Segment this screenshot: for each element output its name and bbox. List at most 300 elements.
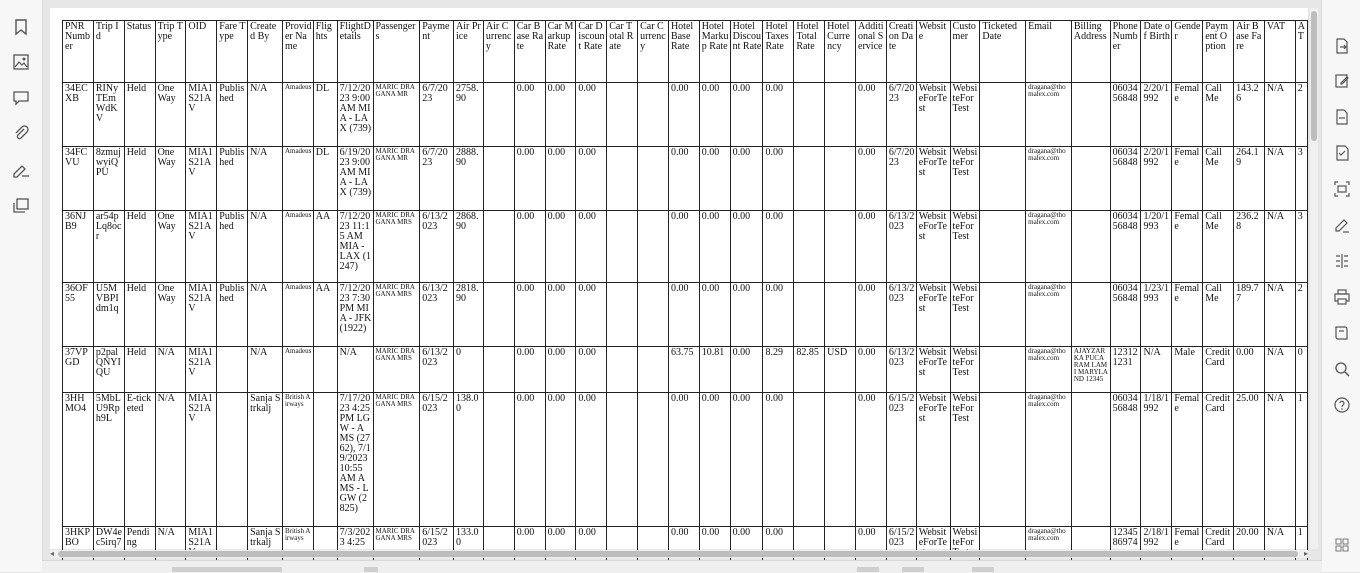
- table-cell: AA: [313, 211, 337, 283]
- table-cell: [483, 393, 514, 527]
- table-row: [63, 393, 1308, 527]
- table-cell: 1: [1295, 527, 1307, 567]
- table-cell: [794, 211, 825, 283]
- table-cell: dragana@thomalex.com: [1026, 147, 1072, 211]
- column-header: Hotel Taxes Rate: [763, 21, 794, 83]
- table-cell: 8.29: [763, 347, 794, 393]
- table-cell: 0.00: [730, 527, 763, 567]
- table-cell: [217, 393, 248, 527]
- table-cell: [638, 347, 669, 393]
- table-cell: 0.00: [763, 83, 794, 147]
- table-cell: 2868.90: [454, 211, 484, 283]
- table-cell: U5MVBPIdm1q: [93, 283, 124, 347]
- table-cell: RINyTEmWdKV: [93, 83, 124, 147]
- table-cell: 0.00: [856, 347, 887, 393]
- table-cell: N/A: [155, 527, 186, 567]
- column-header: OID: [186, 21, 217, 83]
- signature-icon[interactable]: [11, 160, 31, 180]
- bookmark-icon[interactable]: [11, 17, 31, 37]
- table-cell: 5MbLU9Rph9L: [93, 393, 124, 527]
- table-cell: Held: [124, 211, 155, 283]
- table-cell: Sanja Strkalj: [248, 393, 283, 527]
- table-cell: Held: [124, 83, 155, 147]
- print-icon[interactable]: [1332, 287, 1352, 307]
- table-cell: 1234586974: [1110, 527, 1141, 567]
- table-cell: 6/7/2023: [420, 83, 454, 147]
- table-cell: Held: [124, 147, 155, 211]
- table-cell: [825, 283, 856, 347]
- table-cell: 0.00: [699, 83, 730, 147]
- table-cell: 1/20/1993: [1141, 211, 1172, 283]
- table-cell: 0.00: [668, 283, 699, 347]
- table-cell: 0.00: [514, 393, 545, 527]
- table-cell: dragana@thomalex.com: [1026, 211, 1072, 283]
- table-cell: p2palQNYIQU: [93, 347, 124, 393]
- table-cell: MARIC DRAGANA MRS: [373, 211, 420, 283]
- table-cell: 36OF55: [63, 283, 94, 347]
- table-cell: 0.00: [576, 83, 607, 147]
- table-cell: 6/15/2023: [420, 393, 454, 527]
- table-cell: 6/13/2023: [420, 283, 454, 347]
- table-cell: One Way: [155, 147, 186, 211]
- table-cell: 0603456848: [1110, 211, 1141, 283]
- table-cell: 0.00: [856, 83, 887, 147]
- table-cell: WebsiteForTest: [950, 283, 980, 347]
- table-cell: [980, 83, 1026, 147]
- table-cell: [1071, 211, 1110, 283]
- table-cell: 0.00: [514, 147, 545, 211]
- table-cell: 0.00: [699, 283, 730, 347]
- table-cell: [1071, 283, 1110, 347]
- grid-view-icon[interactable]: [1332, 535, 1352, 555]
- image-icon[interactable]: [11, 52, 31, 72]
- table-cell: 6/15/2023: [420, 527, 454, 567]
- table-cell: 6/7/2023: [886, 147, 916, 211]
- table-cell: Published: [217, 211, 248, 283]
- table-cell: Amadeus: [282, 347, 313, 393]
- table-cell: 0.00: [730, 83, 763, 147]
- table-cell: 0.00: [730, 347, 763, 393]
- table-cell: 2888.90: [454, 147, 484, 211]
- table-cell: [483, 83, 514, 147]
- export-icon[interactable]: [1332, 107, 1352, 127]
- table-cell: 0.00: [514, 83, 545, 147]
- table-cell: Sanja Strkalj: [248, 527, 283, 567]
- table-cell: Credit Card: [1203, 527, 1234, 567]
- table-cell: 0.00: [699, 211, 730, 283]
- table-cell: Call Me: [1203, 83, 1234, 147]
- table-cell: E-ticketed: [124, 393, 155, 527]
- table-cell: 0.00: [730, 393, 763, 527]
- table-cell: 1/23/1993: [1141, 283, 1172, 347]
- table-cell: [607, 147, 638, 211]
- horizontal-scrollbar[interactable]: [50, 550, 1308, 558]
- table-cell: 1/18/1992: [1141, 393, 1172, 527]
- table-cell: 0603456848: [1110, 393, 1141, 527]
- table-cell: DW4ec5irq7: [93, 527, 124, 567]
- table-cell: [1071, 83, 1110, 147]
- column-header: Ticketed Date: [980, 21, 1026, 83]
- table-cell: [980, 211, 1026, 283]
- table-cell: [825, 147, 856, 211]
- table-cell: Amadeus: [282, 147, 313, 211]
- table-cell: [825, 393, 856, 527]
- table-cell: 0603456848: [1110, 83, 1141, 147]
- table-cell: 0.00: [856, 147, 887, 211]
- table-cell: 0.00: [545, 147, 576, 211]
- table-cell: One Way: [155, 83, 186, 147]
- table-cell: 0.00: [856, 283, 887, 347]
- table-cell: WebsiteForTest: [950, 211, 980, 283]
- column-header: Fare Type: [217, 21, 248, 83]
- table-header-row: [63, 21, 1308, 83]
- table-cell: N/A: [337, 347, 373, 393]
- table-cell: Amadeus: [282, 283, 313, 347]
- table-cell: WebsiteForTest: [950, 393, 980, 527]
- column-header: Created By: [248, 21, 283, 83]
- book-icon[interactable]: [1332, 323, 1352, 343]
- table-cell: MARIC DRAGANA MR: [373, 147, 420, 211]
- table-cell: [825, 83, 856, 147]
- table-cell: Female: [1172, 83, 1203, 147]
- table-cell: 6/13/2023: [886, 283, 916, 347]
- column-header: VAT: [1264, 21, 1295, 83]
- table-cell: 7/12/2023 9:00 AM MIA - LAX (739): [337, 83, 373, 147]
- table-cell: ar54pLq8ocr: [93, 211, 124, 283]
- table-cell: [217, 347, 248, 393]
- table-cell: Amadeus: [282, 83, 313, 147]
- table-cell: British Airways: [282, 393, 313, 527]
- table-cell: DL: [313, 147, 337, 211]
- table-row: [63, 83, 1308, 147]
- table-cell: AJAYZARKA PUCARAM LAMI MARYLAND 12345: [1071, 347, 1110, 393]
- table-cell: [980, 283, 1026, 347]
- table-cell: WebsiteForTest: [916, 283, 950, 347]
- table-cell: N/A: [248, 147, 283, 211]
- column-header: Passengers: [373, 21, 420, 83]
- table-cell: 0.00: [730, 147, 763, 211]
- table-cell: 6/13/2023: [420, 347, 454, 393]
- table-cell: British Airways: [282, 527, 313, 567]
- table-cell: 2818.90: [454, 283, 484, 347]
- table-cell: 0.00: [668, 147, 699, 211]
- table-cell: N/A: [248, 83, 283, 147]
- table-cell: [980, 147, 1026, 211]
- column-header: Status: [124, 21, 155, 83]
- table-cell: Pending: [124, 527, 155, 567]
- table-cell: [607, 347, 638, 393]
- status-bar: [42, 560, 1322, 573]
- table-cell: MIA1S21AV: [186, 393, 217, 527]
- column-header: Hotel Discount Rate: [730, 21, 763, 83]
- table-cell: 34FCVU: [63, 147, 94, 211]
- table-cell: [1071, 147, 1110, 211]
- table-cell: MARIC DRAGANA MR: [373, 83, 420, 147]
- table-cell: [794, 83, 825, 147]
- table-cell: 0.00: [576, 283, 607, 347]
- table-cell: [794, 283, 825, 347]
- table-cell: 6/15/2023: [886, 393, 916, 527]
- table-cell: Published: [217, 147, 248, 211]
- table-cell: MARIC DRAGANA MRS: [373, 283, 420, 347]
- table-cell: 2/18/1992: [1141, 527, 1172, 567]
- table-cell: 36NJB9: [63, 211, 94, 283]
- table-cell: Credit Card: [1203, 347, 1234, 393]
- left-toolbar: [0, 0, 43, 572]
- table-cell: 0: [1295, 347, 1307, 393]
- column-header: Email: [1026, 21, 1072, 83]
- column-header: Air Price: [454, 21, 484, 83]
- table-cell: [1071, 393, 1110, 527]
- table-cell: 7/12/2023 11:15 AM MIA - LAX (1247): [337, 211, 373, 283]
- compare-icon[interactable]: [1332, 251, 1352, 271]
- table-cell: 34ECXB: [63, 83, 94, 147]
- table-cell: [313, 347, 337, 393]
- table-cell: 0.00: [576, 527, 607, 567]
- table-cell: 0.00: [576, 393, 607, 527]
- column-header: Payment: [420, 21, 454, 83]
- table-cell: WebsiteFor: [950, 527, 980, 567]
- nav-button[interactable]: [364, 567, 378, 572]
- fit-button[interactable]: [972, 567, 994, 572]
- table-row: [63, 347, 1308, 393]
- column-header: Air Base Fare: [1234, 21, 1265, 83]
- scroll-left-icon[interactable]: ◂: [50, 549, 55, 558]
- table-cell: 0.00: [763, 211, 794, 283]
- table-cell: WebsiteForTest: [950, 347, 980, 393]
- search-icon[interactable]: [1332, 359, 1352, 379]
- table-cell: 0603456848: [1110, 283, 1141, 347]
- vertical-scrollbar[interactable]: [1310, 8, 1318, 549]
- table-cell: 6/13/2023: [886, 347, 916, 393]
- table-cell: WebsiteForTe: [916, 527, 950, 567]
- column-header: Customer: [950, 21, 980, 83]
- horizontal-scroll-thumb[interactable]: [58, 551, 1298, 557]
- table-cell: 0.00: [730, 211, 763, 283]
- table-cell: [483, 147, 514, 211]
- table-cell: DL: [313, 83, 337, 147]
- vertical-scroll-thumb[interactable]: [1311, 11, 1317, 141]
- table-cell: Male: [1172, 347, 1203, 393]
- table-cell: USD: [825, 347, 856, 393]
- data-table: [62, 20, 1308, 567]
- table-cell: One Way: [155, 283, 186, 347]
- table-cell: 0.00: [576, 147, 607, 211]
- table-cell: 6/7/2023: [420, 147, 454, 211]
- table-cell: 0.00: [856, 527, 887, 567]
- column-header: Hotel Total Rate: [794, 21, 825, 83]
- table-cell: Amadeus: [282, 211, 313, 283]
- comment-icon[interactable]: [11, 88, 31, 108]
- column-header: Billing Address: [1071, 21, 1110, 83]
- table-cell: Female: [1172, 393, 1203, 527]
- table-cell: N/A: [1264, 147, 1295, 211]
- table-cell: WebsiteForTest: [950, 83, 980, 147]
- table-cell: N/A: [248, 211, 283, 283]
- table-cell: [483, 211, 514, 283]
- scroll-right-icon[interactable]: ▸: [1303, 549, 1308, 558]
- table-cell: 0.00: [763, 147, 794, 211]
- table-cell: [794, 147, 825, 211]
- table-cell: Female: [1172, 147, 1203, 211]
- table-cell: [607, 393, 638, 527]
- table-cell: 6/7/2023: [886, 83, 916, 147]
- table-cell: 0.00: [545, 527, 576, 567]
- table-row: [63, 211, 1308, 283]
- form-icon[interactable]: [1332, 143, 1352, 163]
- column-header: Payment Option: [1203, 21, 1234, 83]
- table-cell: 0.00: [668, 211, 699, 283]
- table-cell: [638, 211, 669, 283]
- table-cell: 7/17/2023 4:25 PM LGW - AMS (2762), 7/19/2023 10:55 AM AMS - LGW (2825): [337, 393, 373, 527]
- table-cell: MIA1S21AV: [186, 347, 217, 393]
- column-header: Trip Id: [93, 21, 124, 83]
- table-cell: 0.00: [545, 393, 576, 527]
- table-cell: [638, 283, 669, 347]
- table-cell: MIA1S21AV: [186, 147, 217, 211]
- table-cell: [794, 393, 825, 527]
- table-cell: Published: [217, 283, 248, 347]
- table-cell: [638, 83, 669, 147]
- right-toolbar: [1321, 0, 1360, 572]
- table-cell: dragana@thomalex.com: [1026, 347, 1072, 393]
- table-cell: 3: [1295, 147, 1307, 211]
- table-cell: WebsiteForTest: [916, 83, 950, 147]
- table-cell: 6/15/2023: [886, 527, 916, 567]
- table-cell: 0.00: [699, 527, 730, 567]
- table-cell: 0.00: [699, 393, 730, 527]
- table-cell: MARIC DRAGANA MRS: [373, 527, 420, 567]
- layers-icon[interactable]: [11, 196, 31, 216]
- table-cell: 0.00: [668, 527, 699, 567]
- table-cell: WebsiteForTest: [916, 347, 950, 393]
- table-cell: AA: [313, 283, 337, 347]
- column-header: Hotel Base Rate: [668, 21, 699, 83]
- help-icon[interactable]: [1332, 395, 1352, 415]
- table-cell: N/A: [1264, 283, 1295, 347]
- table-cell: 20.00: [1234, 527, 1265, 567]
- table-cell: 25.00: [1234, 393, 1265, 527]
- table-cell: One Way: [155, 211, 186, 283]
- table-cell: 63.75: [668, 347, 699, 393]
- table-cell: 0.00: [576, 347, 607, 393]
- export-pdf-icon[interactable]: [1332, 36, 1352, 56]
- table-cell: 2/20/1992: [1141, 83, 1172, 147]
- table-row: [63, 147, 1308, 211]
- attachment-icon[interactable]: [11, 123, 31, 143]
- table-cell: 0.00: [576, 211, 607, 283]
- table-cell: WebsiteForTest: [916, 211, 950, 283]
- column-header: Hotel Currency: [825, 21, 856, 83]
- column-header: Website: [916, 21, 950, 83]
- table-cell: N/A: [1264, 393, 1295, 527]
- table-cell: 37VPGD: [63, 347, 94, 393]
- table-cell: 0.00: [545, 211, 576, 283]
- table-cell: Published: [217, 83, 248, 147]
- column-header: Car Total Rate: [607, 21, 638, 83]
- column-header: Gender: [1172, 21, 1203, 83]
- table-cell: WebsiteForTest: [916, 147, 950, 211]
- table-cell: N/A: [1264, 527, 1295, 567]
- table-cell: [980, 393, 1026, 527]
- table-cell: 0.00: [668, 83, 699, 147]
- table-cell: 0.00: [763, 283, 794, 347]
- table-cell: 0.00: [699, 147, 730, 211]
- table-cell: N/A: [1141, 347, 1172, 393]
- table-cell: dragana@thomalex.com: [1026, 527, 1072, 567]
- table-cell: [483, 283, 514, 347]
- table-cell: N/A: [248, 283, 283, 347]
- table-cell: 0: [454, 347, 484, 393]
- table-cell: Held: [124, 283, 155, 347]
- page-input[interactable]: [172, 567, 282, 572]
- table-cell: 0.00: [514, 283, 545, 347]
- table-cell: 0.00: [514, 211, 545, 283]
- table-cell: 0.00: [545, 83, 576, 147]
- table-cell: 0.00: [730, 283, 763, 347]
- table-cell: N/A: [155, 393, 186, 527]
- table-cell: [607, 211, 638, 283]
- table-cell: 138.00: [454, 393, 484, 527]
- table-cell: 6/19/2023 9:00 AM MIA - LAX (739): [337, 147, 373, 211]
- table-cell: 0.00: [514, 347, 545, 393]
- zoom-button[interactable]: [857, 567, 879, 572]
- table-cell: MIA1S21AV: [186, 83, 217, 147]
- table-cell: 0.00: [545, 347, 576, 393]
- table-cell: MARIC DRAGANA MRS: [373, 347, 420, 393]
- table-cell: [638, 393, 669, 527]
- column-header: Date of Birth: [1141, 21, 1172, 83]
- table-cell: 0.00: [763, 527, 794, 567]
- view-button[interactable]: [902, 567, 924, 572]
- column-header: Car Markup Rate: [545, 21, 576, 83]
- table-cell: [313, 393, 337, 527]
- table-cell: 7/12/2023 7:30 PM MIA - JFK (1922): [337, 283, 373, 347]
- column-header: Trip Type: [155, 21, 186, 83]
- column-header: PNR Number: [63, 21, 94, 83]
- table-cell: [980, 347, 1026, 393]
- document-page: [50, 8, 1308, 549]
- table-cell: N/A: [1264, 347, 1295, 393]
- table-cell: Credit Card: [1203, 393, 1234, 527]
- table-cell: N/A: [248, 347, 283, 393]
- column-header: Car Discount Rate: [576, 21, 607, 83]
- table-cell: [483, 347, 514, 393]
- table-cell: 0.00: [856, 393, 887, 527]
- column-header: Flights: [313, 21, 337, 83]
- table-cell: Call Me: [1203, 147, 1234, 211]
- column-header: Phone Number: [1110, 21, 1141, 83]
- column-header: A T: [1295, 21, 1307, 83]
- table-cell: 2: [1295, 83, 1307, 147]
- table-cell: 264.19: [1234, 147, 1265, 211]
- table-cell: dragana@thomalex.com: [1026, 393, 1072, 527]
- ocr-icon[interactable]: [1332, 179, 1352, 199]
- table-cell: MIA1S21AV: [186, 211, 217, 283]
- sign-icon[interactable]: [1332, 215, 1352, 235]
- table-cell: dragana@thomalex.com: [1026, 83, 1072, 147]
- table-cell: Call Me: [1203, 211, 1234, 283]
- table-cell: Held: [124, 347, 155, 393]
- table-cell: Call Me: [1203, 283, 1234, 347]
- edit-pdf-icon[interactable]: [1332, 71, 1352, 91]
- table-cell: 6/13/2023: [886, 211, 916, 283]
- table-cell: 2: [1295, 283, 1307, 347]
- table-cell: 7/3/2023 4:25: [337, 527, 373, 567]
- table-cell: 123121231: [1110, 347, 1141, 393]
- table-cell: 0.00: [514, 527, 545, 567]
- table-cell: 236.28: [1234, 211, 1265, 283]
